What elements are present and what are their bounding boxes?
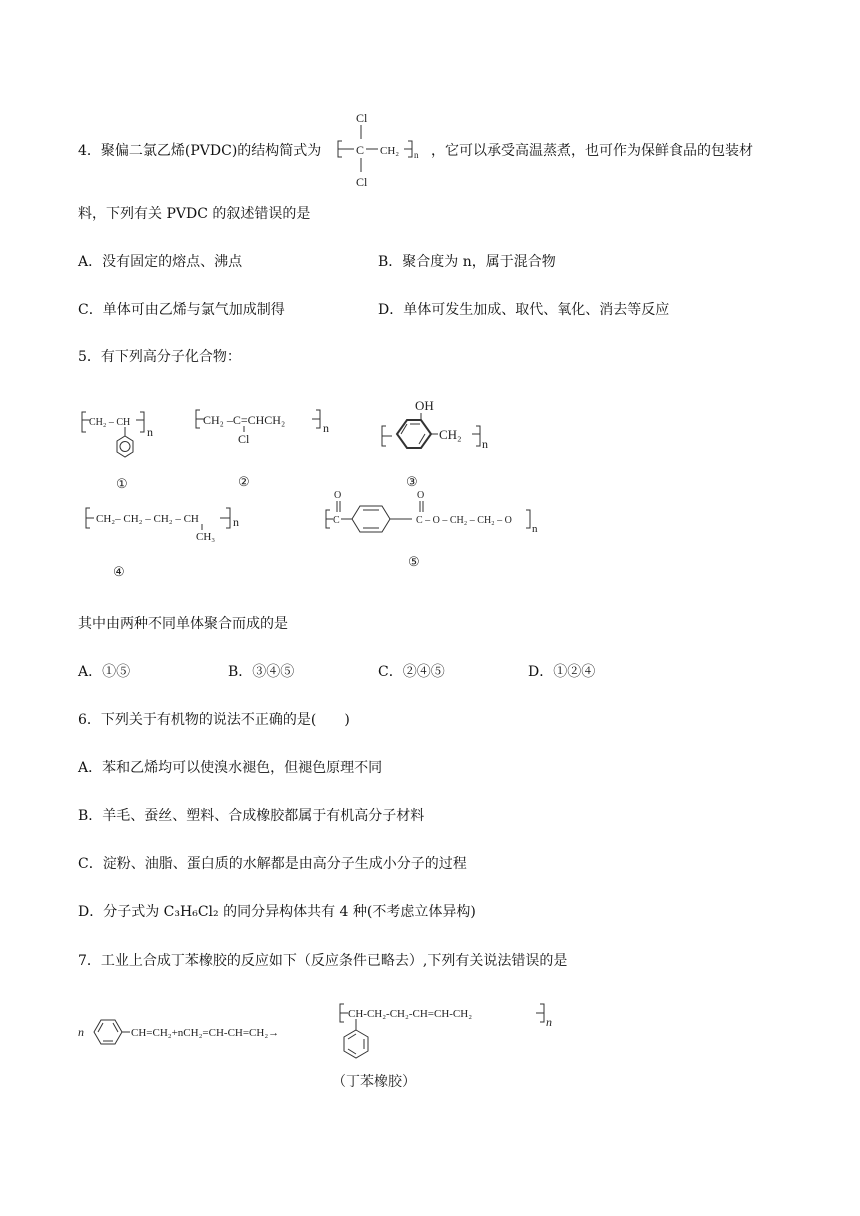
s2-n: n (323, 421, 329, 435)
q7-n2: n (546, 1015, 552, 1029)
s1-bracket-left (82, 412, 86, 432)
s1-benzene-ring (117, 436, 133, 457)
q7-reaction (76, 996, 556, 1096)
q4-ch2: CH₂ (380, 145, 400, 157)
s5-o-right: O (417, 490, 425, 501)
q4-option-b: B．聚合度为 n，属于混合物 (378, 254, 556, 270)
s2-label: ② (238, 474, 250, 489)
q7-stem: 7．工业上合成丁苯橡胶的反应如下（反应条件已略去）,下列有关说法错误的是 (78, 953, 568, 969)
q5-option-b: B．③④⑤ (228, 664, 295, 680)
s5-bracket-right (526, 510, 530, 528)
s5-label: ⑤ (408, 554, 420, 569)
q7-product-db-1 (348, 1034, 356, 1039)
q5-structure-1 (80, 406, 170, 496)
q5-structure-5 (320, 486, 550, 572)
q4-stem-part-b: ，它可以承受高温蒸煮，也可作为保鲜食品的包装材 (431, 143, 753, 159)
s3-bracket-right (476, 426, 480, 446)
s5-o-left: O (334, 490, 342, 501)
s3-label: ③ (406, 474, 418, 489)
s4-ch3: CH₃ (196, 531, 216, 543)
q4-pvdc-formula (330, 110, 430, 190)
q5-structure-2 (194, 406, 344, 496)
q6-option-b: B．羊毛、蚕丝、塑料、合成橡胶都属于有机高分子材料 (78, 808, 425, 824)
s2-chain: CH₂ –C=CHCH₂ (203, 413, 286, 427)
s4-n: n (233, 515, 239, 529)
q4-option-c: C．单体可由乙烯与氯气加成制得 (78, 302, 285, 318)
q4-option-d: D．单体可发生加成、取代、氧化、消去等反应 (378, 302, 670, 318)
q5-option-d: D．①②④ (528, 664, 596, 680)
q5-question: 其中由两种不同单体聚合而成的是 (78, 616, 288, 632)
s3-n: n (482, 437, 488, 451)
s2-cl: Cl (238, 432, 250, 446)
q6-option-c: C．淀粉、油脂、蛋白质的水解都是由高分子生成小分子的过程 (78, 856, 467, 872)
q4-cl-top: Cl (356, 111, 368, 125)
q5-structure-3 (376, 396, 506, 492)
q7-n1: n (78, 1025, 84, 1039)
s3-ch2: CH₂ (439, 427, 462, 442)
s1-n: n (147, 425, 153, 439)
q5-option-a: A．①⑤ (78, 664, 131, 680)
q6-option-a: A．苯和乙烯均可以使溴水褪色，但褪色原理不同 (78, 760, 383, 776)
s5-c-left: C (333, 515, 340, 526)
s1-chain: CH₂ – CH (89, 417, 131, 428)
q7-reactants: CH=CH₂+nCH₂=CH-CH=CH₂→ (131, 1027, 280, 1039)
s3-oh: OH (415, 398, 434, 413)
q6-stem: 6．下列关于有机物的说法不正确的是( ) (78, 712, 350, 728)
s5-chain: C – O – CH₂ – CH₂ – O (416, 515, 512, 526)
s4-chain: CH₂– CH₂ – CH₂ – CH (96, 513, 199, 525)
s5-n: n (532, 523, 538, 535)
q7-product-name: （丁苯橡胶） (332, 1075, 416, 1090)
s4-label: ④ (113, 564, 125, 579)
q5-structure-4 (80, 504, 260, 582)
q4-carbon: C (356, 143, 365, 157)
q4-stem-part-a: 4．聚偏二氯乙烯(PVDC)的结构简式为 (78, 143, 322, 159)
s1-bracket-right (140, 412, 144, 432)
q4-cl-bottom: Cl (356, 175, 368, 189)
q7-product-db-3 (348, 1049, 356, 1054)
q4-option-a: A．没有固定的熔点、沸点 (78, 254, 243, 270)
q4-n: n (414, 150, 419, 160)
q5-option-c: C．②④⑤ (378, 664, 445, 680)
q4-stem-part-c: 料，下列有关 PVDC 的叙述错误的是 (78, 206, 311, 222)
q5-stem: 5．有下列高分子化合物： (78, 349, 241, 365)
q7-product-chain: CH-CH₂-CH₂-CH=CH-CH₂ (348, 1008, 473, 1020)
s1-benzene-circle (120, 442, 130, 452)
q6-option-d: D．分子式为 C₃H₆Cl₂ 的同分异构体共有 4 种(不考虑立体异构) (78, 904, 476, 920)
s1-label: ① (116, 476, 128, 491)
